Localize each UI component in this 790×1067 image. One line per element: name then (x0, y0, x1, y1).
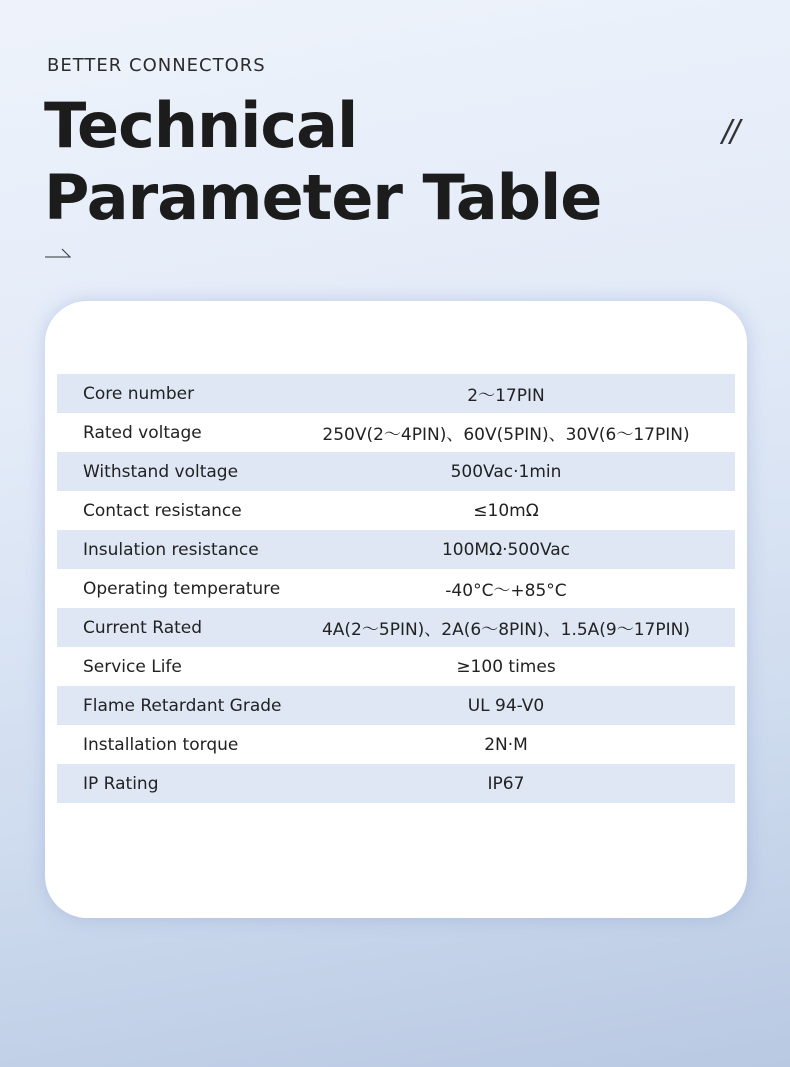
table-row (57, 686, 735, 725)
table-row (57, 608, 735, 647)
table-row (57, 530, 735, 569)
param-label: Flame Retardant Grade (83, 695, 282, 716)
table-row (57, 452, 735, 491)
param-label: Insulation resistance (83, 539, 259, 560)
param-label: Current Rated (83, 617, 203, 638)
param-value: ≤10mΩ (473, 500, 539, 521)
param-value: ≥100 times (456, 656, 556, 677)
param-label: Service Life (83, 656, 182, 677)
param-label: Rated voltage (83, 422, 202, 443)
param-value: IP67 (487, 773, 525, 794)
param-label: Core number (83, 383, 195, 404)
table-row (57, 491, 735, 530)
decorative-slash-icon: // (722, 114, 739, 149)
param-value: 250V(2～4PIN)、60V(5PIN)、30V(6～17PIN) (322, 425, 690, 445)
param-label: Withstand voltage (83, 461, 239, 482)
param-label: Contact resistance (83, 500, 242, 521)
param-value: 2～17PIN (467, 386, 545, 406)
page-title (44, 90, 601, 234)
param-value: 100MΩ·500Vac (441, 539, 571, 560)
parameter-table (57, 374, 735, 803)
param-value: -40°C～+85°C (445, 581, 567, 601)
title-line-2: Parameter Table (44, 161, 602, 234)
table-row (57, 725, 735, 764)
decorative-arrow-icon (45, 247, 71, 259)
param-label: Installation torque (83, 734, 239, 755)
param-value: 2N·M (484, 734, 528, 755)
table-row (57, 764, 735, 803)
param-value: 500Vac·1min (450, 461, 562, 482)
brand-label: BETTER CONNECTORS (47, 55, 266, 76)
table-row (57, 374, 735, 413)
param-value: UL 94-V0 (467, 695, 545, 716)
title-line-1: Technical (44, 89, 358, 162)
param-value: 4A(2～5PIN)、2A(6～8PIN)、1.5A(9～17PIN) (321, 620, 690, 640)
table-row (57, 647, 735, 686)
param-label: Operating temperature (83, 578, 281, 599)
param-label: IP Rating (83, 773, 159, 794)
table-row (57, 569, 735, 608)
table-row (57, 413, 735, 452)
parameter-card (45, 301, 747, 918)
